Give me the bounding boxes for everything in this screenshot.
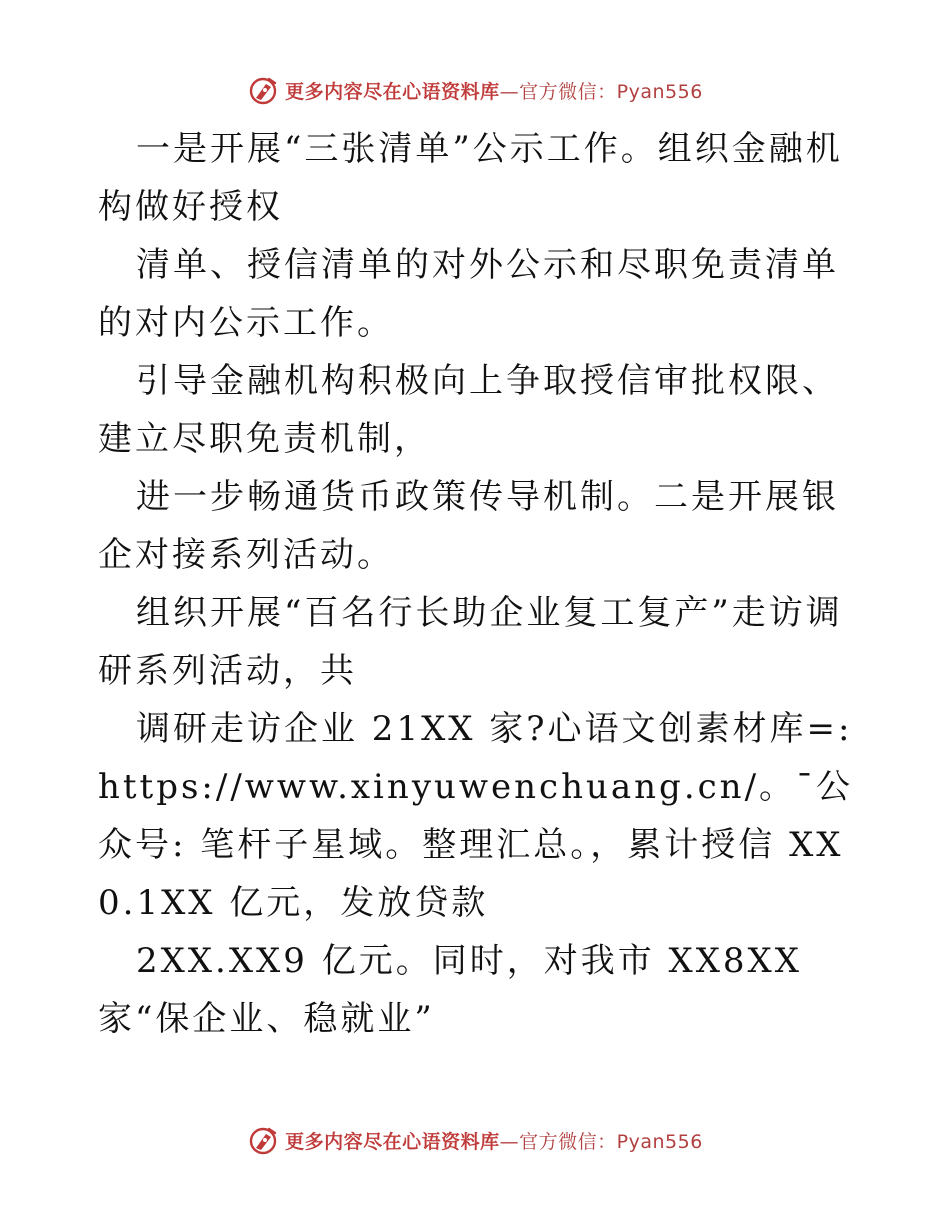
banner-brand-text: 更多内容尽在心语资料库 bbox=[285, 80, 500, 103]
banner-dash: — bbox=[499, 1130, 520, 1153]
paragraph: 进一步畅通货币政策传导机制。二是开展银企对接系列活动。 bbox=[98, 477, 839, 575]
header-banner-inner bbox=[247, 74, 703, 106]
banner-wechat-text: 官方微信：Pyan556 bbox=[519, 1130, 703, 1153]
footer-banner bbox=[0, 1120, 950, 1160]
footer-banner-text bbox=[285, 1127, 703, 1154]
paragraph: 引导金融机构积极向上争取授信审批权限、建立尽职免责机制， bbox=[98, 361, 839, 459]
banner-wechat-text: 官方微信：Pyan556 bbox=[519, 80, 703, 103]
header-banner-text bbox=[285, 77, 703, 104]
banner-brand-text: 更多内容尽在心语资料库 bbox=[285, 1130, 500, 1153]
pen-nib-logo-icon bbox=[247, 74, 279, 106]
paragraph: 调研走访企业 21XX 家?心语文创素材库=:https://www.xinyuwenchuang.cn/。¯公众号: 笔杆子星域。整理汇总。，累计授信 XX0.1XX 亿元，发放贷款 bbox=[98, 709, 854, 923]
paragraph: 清单、授信清单的对外公示和尽职免责清单的对内公示工作。 bbox=[98, 245, 839, 343]
banner-dash: — bbox=[499, 80, 520, 103]
footer-banner-inner bbox=[247, 1124, 703, 1156]
document-body bbox=[98, 120, 858, 1048]
paragraph: 组织开展“百名行长助企业复工复产”走访调研系列活动，共 bbox=[98, 593, 843, 691]
paragraph: 2XX.XX9 亿元。同时，对我市 XX8XX 家“保企业、稳就业” bbox=[98, 941, 802, 1039]
pen-nib-logo-icon bbox=[247, 1124, 279, 1156]
paragraph: 一是开展“三张清单”公示工作。组织金融机构做好授权 bbox=[98, 129, 843, 227]
header-banner bbox=[0, 70, 950, 110]
